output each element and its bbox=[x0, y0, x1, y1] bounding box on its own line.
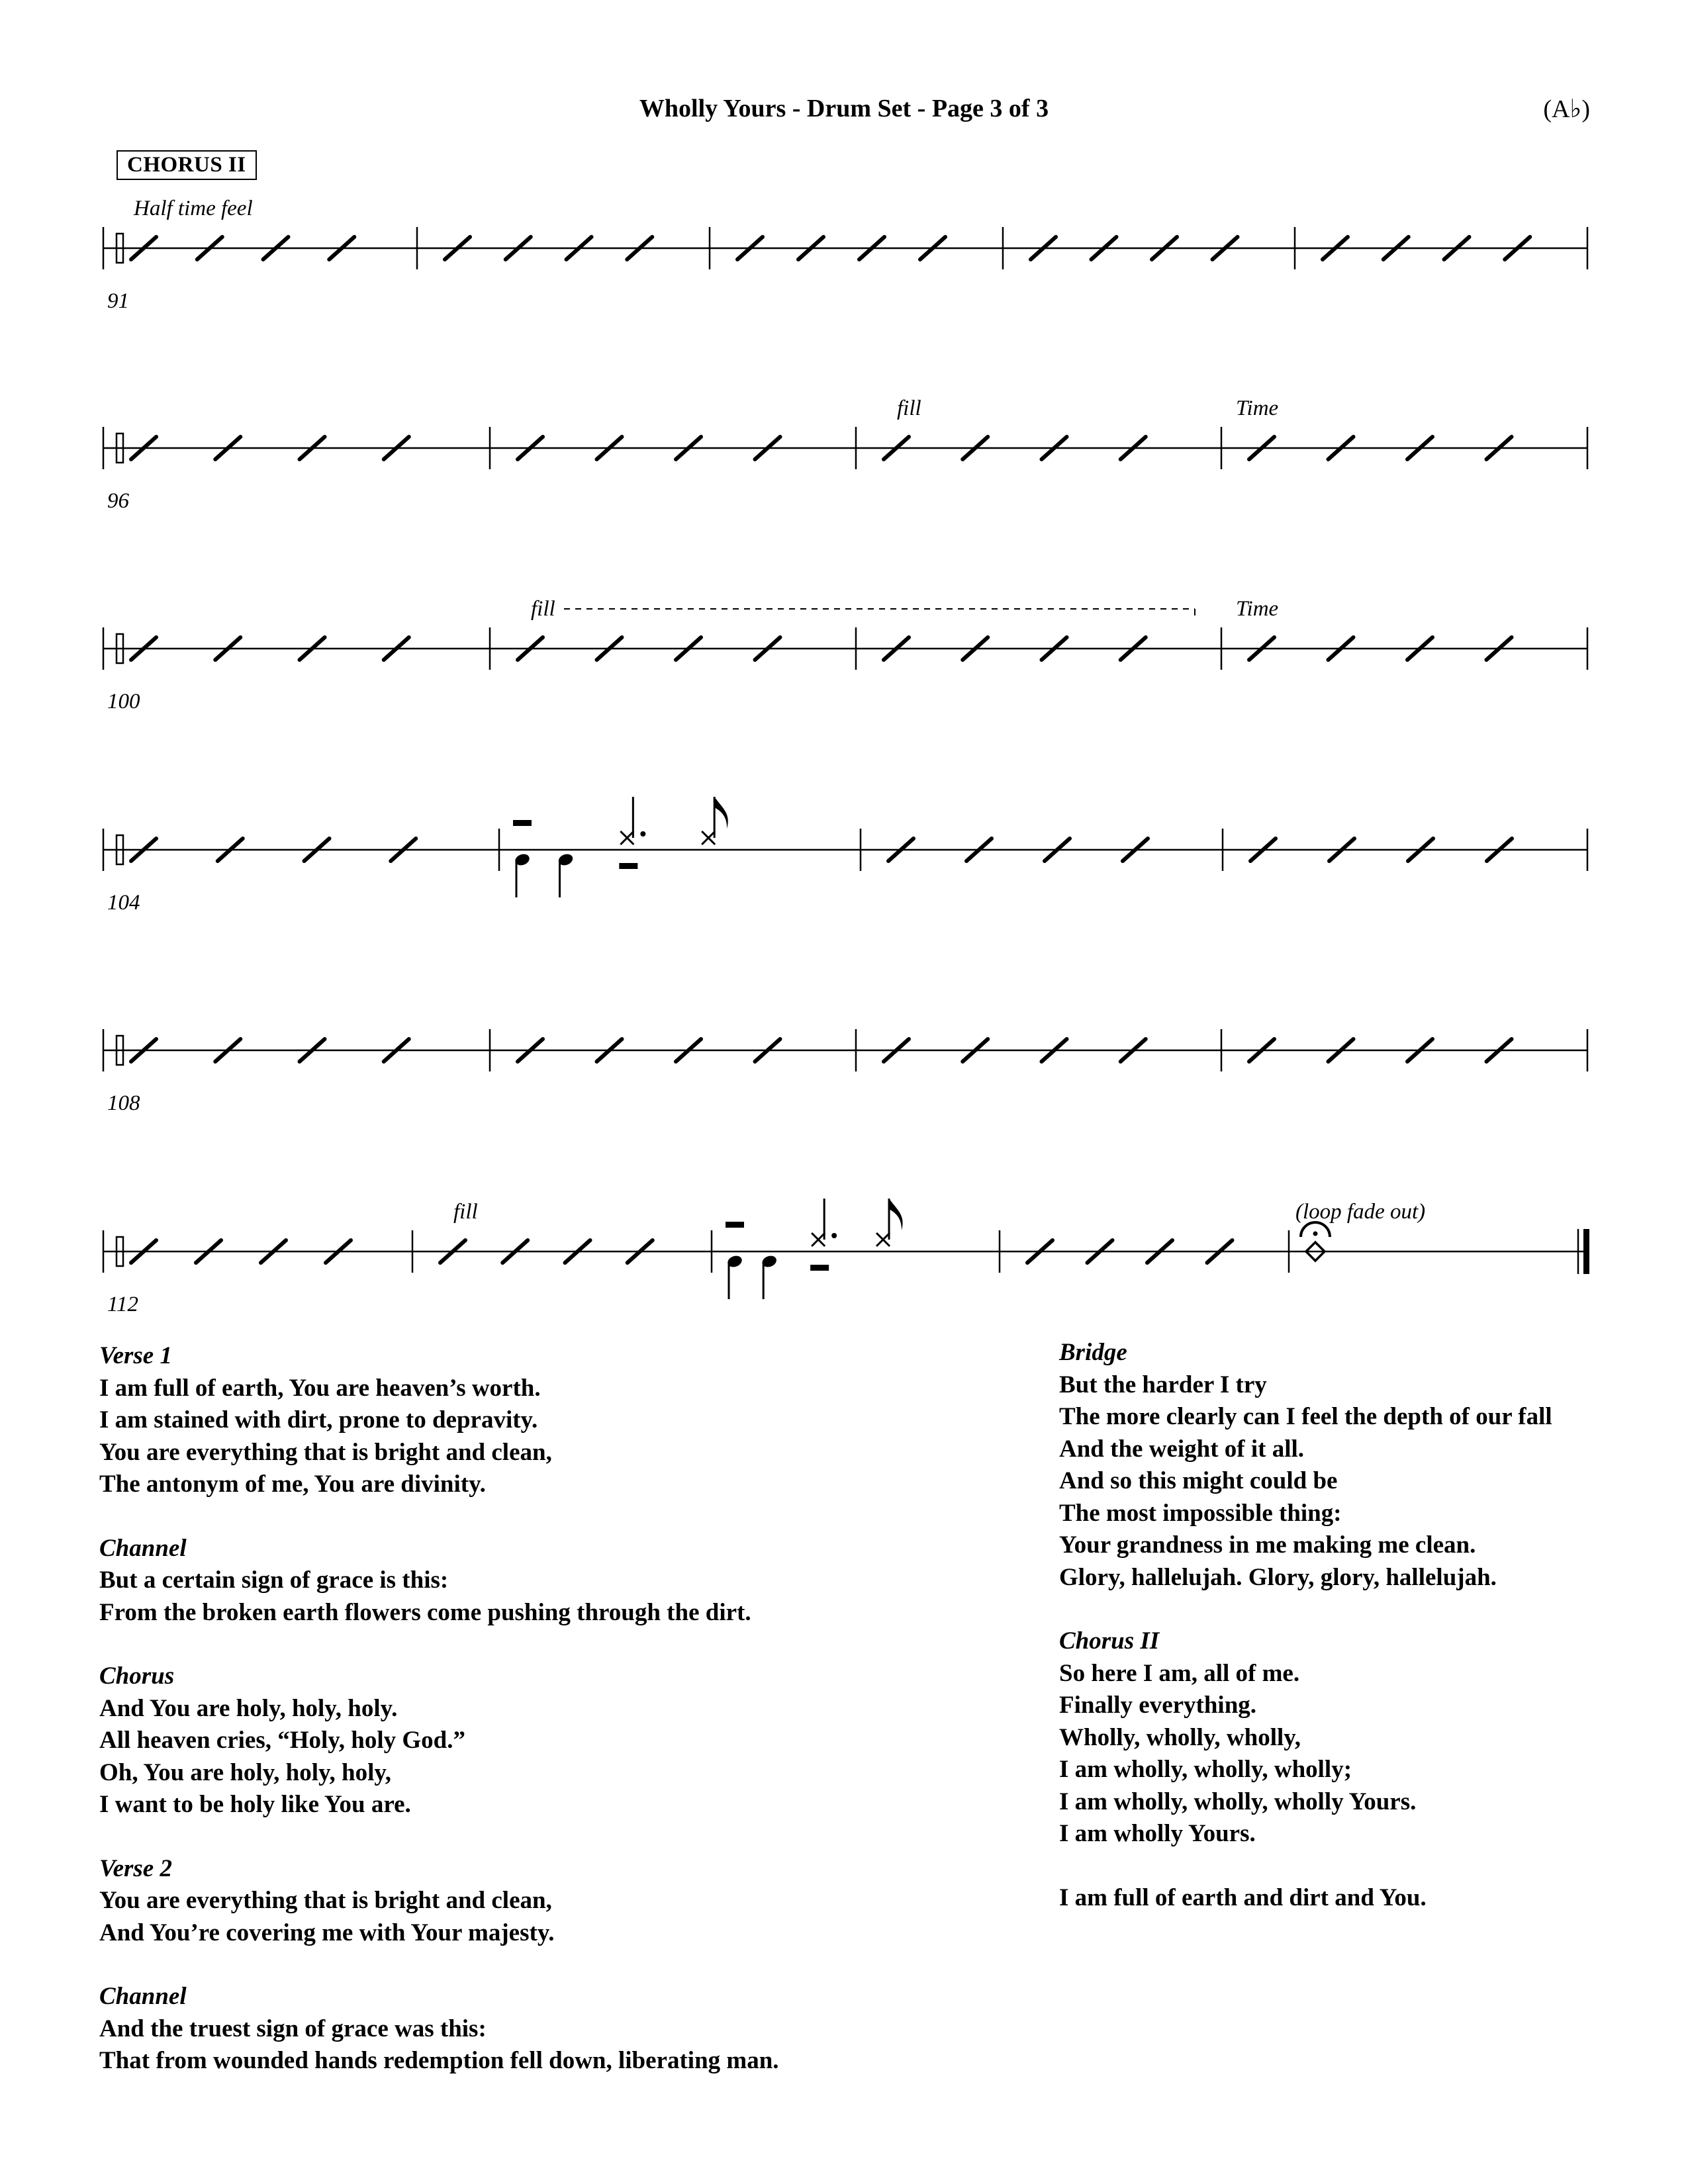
lyric-section bbox=[99, 1661, 779, 1821]
lyric-line: But the harder I try bbox=[1059, 1371, 1267, 1398]
lyric-section bbox=[99, 1533, 779, 1629]
lyric-line: Wholly, wholly, wholly, bbox=[1059, 1723, 1301, 1751]
lyric-line: Finally everything. bbox=[1059, 1692, 1257, 1719]
measure-number: 91 bbox=[107, 289, 129, 313]
augmentation-dot bbox=[831, 1233, 837, 1238]
lyrics-left-column bbox=[99, 1340, 779, 2109]
lyric-section-heading: Verse 2 bbox=[99, 1854, 172, 1882]
cymbal-note bbox=[620, 831, 633, 844]
lyric-line: I am full of earth, You are heaven’s worth. bbox=[99, 1374, 541, 1402]
measure-number: 104 bbox=[107, 891, 140, 915]
staff-system bbox=[103, 396, 1587, 513]
staff-system bbox=[103, 597, 1587, 713]
final-barline-thick bbox=[1583, 1229, 1589, 1274]
lyric-line: Oh, You are holy, holy, holy, bbox=[99, 1758, 392, 1786]
performance-annotation: fill bbox=[453, 1200, 478, 1224]
performance-annotation: Time bbox=[1236, 597, 1279, 621]
lyric-section-heading: Chorus II bbox=[1059, 1627, 1160, 1655]
lyric-section-heading: Bridge bbox=[1059, 1339, 1127, 1366]
lyric-section bbox=[99, 1853, 779, 1950]
fermata-dot bbox=[1313, 1232, 1318, 1236]
lyric-line: I am full of earth and dirt and You. bbox=[1059, 1884, 1427, 1911]
performance-annotation: Half time feel bbox=[134, 197, 253, 220]
staff-system bbox=[103, 1029, 1587, 1115]
cymbal-note bbox=[812, 1233, 825, 1246]
lyric-line: You are everything that is bright and clean, bbox=[99, 1438, 552, 1466]
lyric-line: And You are holy, holy, holy. bbox=[99, 1694, 398, 1722]
performance-annotation: (loop fade out) bbox=[1295, 1200, 1426, 1224]
note-flag bbox=[889, 1199, 903, 1230]
measure-number: 96 bbox=[107, 489, 129, 513]
lyric-section-heading: Verse 1 bbox=[99, 1342, 172, 1369]
lyric-section bbox=[1059, 1882, 1552, 1915]
staff-system bbox=[103, 1199, 1589, 1316]
lyric-line: Your grandness in me making me clean. bbox=[1059, 1531, 1476, 1559]
lyric-line: I am wholly, wholly, wholly; bbox=[1059, 1756, 1352, 1783]
lyric-line: And the truest sign of grace was this: bbox=[99, 2015, 487, 2042]
half-rest bbox=[513, 820, 532, 826]
section-label: CHORUS II bbox=[117, 150, 257, 180]
page-title: Wholly Yours - Drum Set - Page 3 of 3 bbox=[639, 95, 1049, 122]
performance-annotation: fill bbox=[897, 396, 921, 420]
lyrics-right-column bbox=[1059, 1337, 1552, 1946]
lyric-line: So here I am, all of me. bbox=[1059, 1659, 1300, 1687]
lyric-line: And You’re covering me with Your majesty. bbox=[99, 1919, 555, 1946]
measure-number: 112 bbox=[107, 1293, 139, 1316]
lyric-section-heading: Channel bbox=[99, 1534, 187, 1562]
lyric-line: I am stained with dirt, prone to depravity. bbox=[99, 1406, 538, 1433]
lyric-section bbox=[1059, 1625, 1552, 1850]
lyric-line: But a certain sign of grace is this: bbox=[99, 1567, 449, 1594]
lyric-section bbox=[1059, 1337, 1552, 1594]
note-flag bbox=[714, 797, 728, 829]
staff-system bbox=[103, 797, 1587, 915]
measure-number: 100 bbox=[107, 690, 140, 713]
lyric-line: That from wounded hands redemption fell down, liberating man. bbox=[99, 2047, 779, 2074]
performance-annotation: fill bbox=[531, 597, 555, 621]
lyric-line: The more clearly can I feel the depth of our fall bbox=[1059, 1403, 1552, 1430]
lyric-line: I am wholly, wholly, wholly Yours. bbox=[1059, 1788, 1417, 1815]
measure-number: 108 bbox=[107, 1091, 140, 1115]
augmentation-dot bbox=[640, 831, 645, 837]
half-rest bbox=[619, 863, 637, 869]
lyric-line: From the broken earth flowers come pushing through the dirt. bbox=[99, 1598, 751, 1626]
staff-system bbox=[103, 197, 1587, 313]
lyric-line: The antonym of me, You are divinity. bbox=[99, 1471, 486, 1498]
half-rest bbox=[810, 1265, 829, 1271]
lyric-line: All heaven cries, “Holy, holy God.” bbox=[99, 1727, 465, 1754]
half-rest bbox=[726, 1222, 744, 1228]
lyric-line: The most impossible thing: bbox=[1059, 1499, 1342, 1527]
lyric-line: I want to be holy like You are. bbox=[99, 1791, 411, 1818]
lyric-section bbox=[99, 1340, 779, 1501]
cymbal-note bbox=[876, 1233, 890, 1246]
lyric-line: I am wholly Yours. bbox=[1059, 1820, 1256, 1847]
lyric-line: And the weight of it all. bbox=[1059, 1435, 1304, 1463]
performance-annotation: Time bbox=[1236, 396, 1279, 420]
lyric-section bbox=[99, 1981, 779, 2077]
lyric-line: Glory, hallelujah. Glory, glory, hallelujah. bbox=[1059, 1563, 1497, 1591]
lyric-line: And so this might could be bbox=[1059, 1467, 1338, 1494]
lyric-line: You are everything that is bright and clean, bbox=[99, 1887, 552, 1914]
key-label: (A♭) bbox=[1543, 95, 1590, 123]
lyric-section-heading: Channel bbox=[99, 1983, 187, 2010]
cymbal-note bbox=[702, 831, 715, 844]
lyric-section-heading: Chorus bbox=[99, 1662, 175, 1690]
